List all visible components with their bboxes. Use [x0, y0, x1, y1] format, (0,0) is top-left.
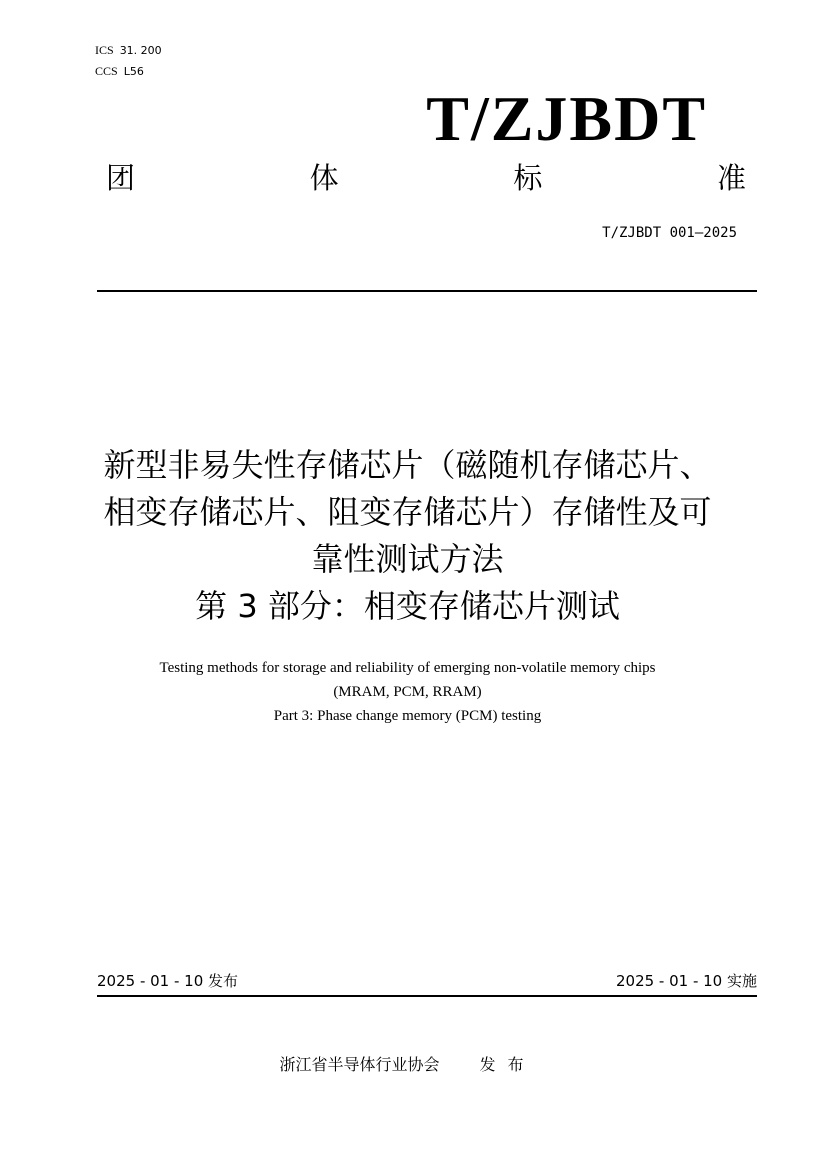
category-char: 团 [106, 161, 136, 195]
ccs-code: L56 [123, 65, 144, 78]
bottom-divider [97, 995, 757, 997]
ics-label: ICS [95, 43, 114, 57]
issuer-action: 发布 [479, 1055, 536, 1074]
category-char: 体 [309, 161, 339, 195]
chinese-title [0, 442, 815, 630]
title-line: 靠性测试方法 [311, 540, 504, 578]
ics-line [95, 40, 162, 61]
title-line: (MRAM, PCM, RRAM) [333, 684, 482, 700]
classification-codes [95, 40, 162, 82]
english-title [0, 656, 815, 728]
title-line: Testing methods for storage and reliability of emerging non-volatile memory chips [159, 660, 656, 676]
title-line: 第 3 部分：相变存储芯片测试 [195, 587, 620, 625]
issuer-org: 浙江省半导体行业协会 [279, 1055, 440, 1074]
issuer [0, 1052, 815, 1078]
standard-number: T/ZJBDT 001—2025 [602, 225, 737, 241]
ics-code: 31. 200 [119, 44, 162, 57]
standard-logo-text: T/ZJBDT [426, 83, 707, 154]
ccs-label: CCS [95, 64, 118, 78]
implement-date: 2025 - 01 - 10 实施 [615, 972, 757, 990]
category-char: 标 [513, 161, 543, 195]
dates-row [97, 968, 757, 994]
title-line: 相变存储芯片、阻变存储芯片）存储性及可 [103, 493, 712, 531]
title-line: 新型非易失性存储芯片（磁随机存储芯片、 [103, 446, 712, 484]
standard-category [106, 158, 746, 198]
publish-date: 2025 - 01 - 10 发布 [97, 972, 239, 990]
title-line: Part 3: Phase change memory (PCM) testing [273, 708, 542, 724]
ccs-line [95, 61, 162, 82]
top-divider [97, 290, 757, 292]
category-char: 准 [716, 161, 746, 195]
